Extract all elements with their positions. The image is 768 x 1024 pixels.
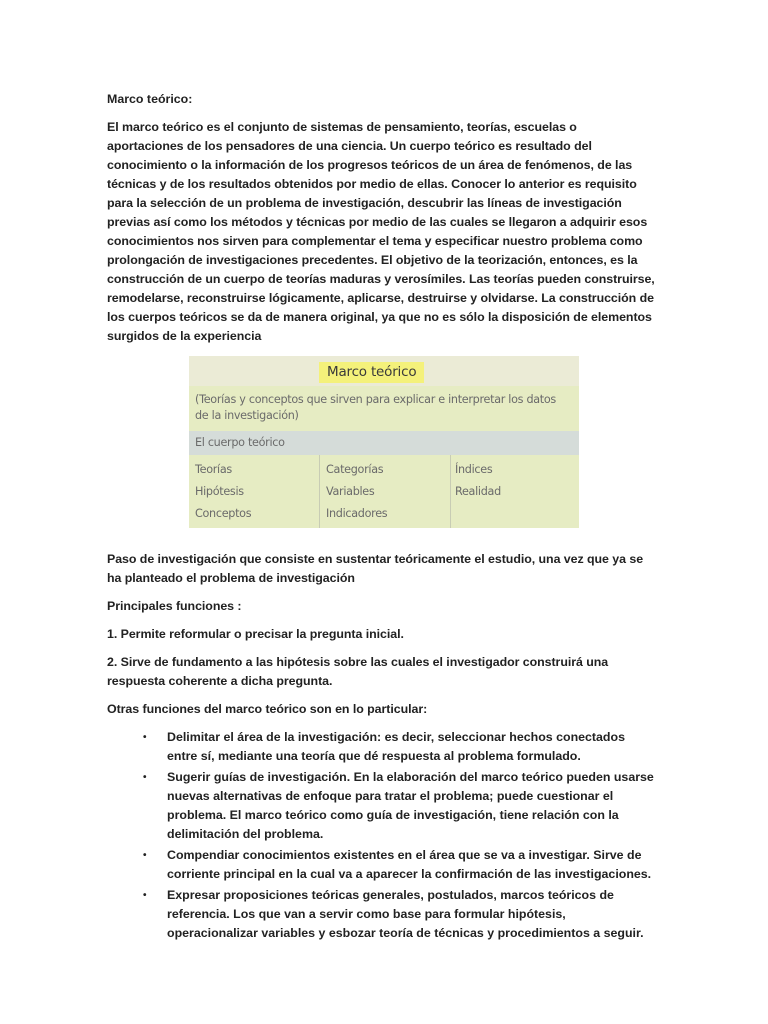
diagram-column-3 <box>451 455 579 528</box>
bullet-icon: • <box>143 732 147 743</box>
bullet-text: Compendiar conocimientos existentes en el área que se va a investigar. Sirve de corriente principal en la cual va a aparecer la confirmación de las investigaciones. <box>167 848 652 881</box>
bullet-icon: • <box>143 850 147 861</box>
diagram-column-2 <box>320 455 451 528</box>
other-functions-heading: Otras funciones del marco teórico son en lo particular: <box>107 702 428 716</box>
diagram-subheading: El cuerpo teórico <box>189 431 579 455</box>
bullet-text: Expresar proposiciones teóricas generales, postulados, marcos teóricos de referencia. Los que van a servir como base para formular hipótesis, operacionalizar variables y esbozar teoría de técnicas y procedimientos a seguir. <box>167 888 644 940</box>
diagram-cell: Índices <box>455 463 493 476</box>
diagram-cell: Conceptos <box>195 507 252 520</box>
diagram-cell: Indicadores <box>326 507 388 520</box>
function-item-2: 2. Sirve de fundamento a las hipótesis sobre las cuales el investigador construirá una respuesta coherente a dicha pregunta. <box>107 655 609 688</box>
document-heading: Marco teórico: <box>107 92 193 106</box>
document-page <box>107 90 655 945</box>
diagram-description: (Teorías y conceptos que sirven para explicar e interpretar los datos de la investigación) <box>195 393 556 422</box>
function-item-1: 1. Permite reformular o precisar la pregunta inicial. <box>107 627 404 641</box>
diagram-cell: Hipótesis <box>195 485 244 498</box>
marco-teorico-diagram <box>189 356 579 528</box>
bullet-text: Sugerir guías de investigación. En la elaboración del marco teórico pueden usarse nuevas alternativas de enfoque para tratar el problema; puede cuestionar el problema. El marco teórico como guía de investigación, tiene relación con la delimitación del problema. <box>167 770 654 841</box>
definition-paragraph: Paso de investigación que consiste en sustentar teóricamente el estudio, una vez que ya se ha planteado el problema de investigación <box>107 552 644 585</box>
diagram-cell: Teorías <box>195 463 232 476</box>
bullet-list <box>107 728 655 943</box>
diagram-cell: Realidad <box>455 485 501 498</box>
diagram-cell: Categorías <box>326 463 384 476</box>
diagram-columns <box>189 455 579 528</box>
diagram-column-1 <box>189 455 320 528</box>
bullet-icon: • <box>143 890 147 901</box>
bullet-icon: • <box>143 772 147 783</box>
list-item <box>143 846 655 884</box>
list-item <box>143 728 655 766</box>
bullet-text: Delimitar el área de la investigación: es decir, seleccionar hechos conectados entre sí, mediante una teoría que dé respuesta al problema formulado. <box>167 730 625 763</box>
diagram-cell: Variables <box>326 485 375 498</box>
diagram-title-band <box>189 356 579 386</box>
list-item <box>143 768 655 844</box>
functions-heading: Principales funciones : <box>107 599 242 613</box>
diagram-title: Marco teórico <box>319 362 424 383</box>
list-item <box>143 886 655 943</box>
intro-paragraph: El marco teórico es el conjunto de sistemas de pensamiento, teorías, escuelas o aportaciones de los pensadores de una ciencia. Un cuerpo teórico es resultado del conocimiento o la información de los progresos teóricos de un área de fenómenos, de las técnicas y de los resultados obtenidos por medio de ellas. Conocer lo anterior es requisito para la selección de un problema de investigación, descubrir las líneas de investigación previas así como los métodos y técnicas por medio de las cuales se llegaron a adquirir esos conocimientos nos sirven para complementar el tema y especificar nuestro problema como prolongación de investigaciones precedentes. El objetivo de la teorización, entonces, es la construcción de un cuerpo de teorías maduras y verosímiles. Las teorías pueden construirse, remodelarse, reconstruirse lógicamente, aplicarse, destruirse y olvidarse. La construcción de los cuerpos teóricos se da de manera original, ya que no es sólo la disposición de elementos surgidos de la experiencia <box>107 120 655 343</box>
